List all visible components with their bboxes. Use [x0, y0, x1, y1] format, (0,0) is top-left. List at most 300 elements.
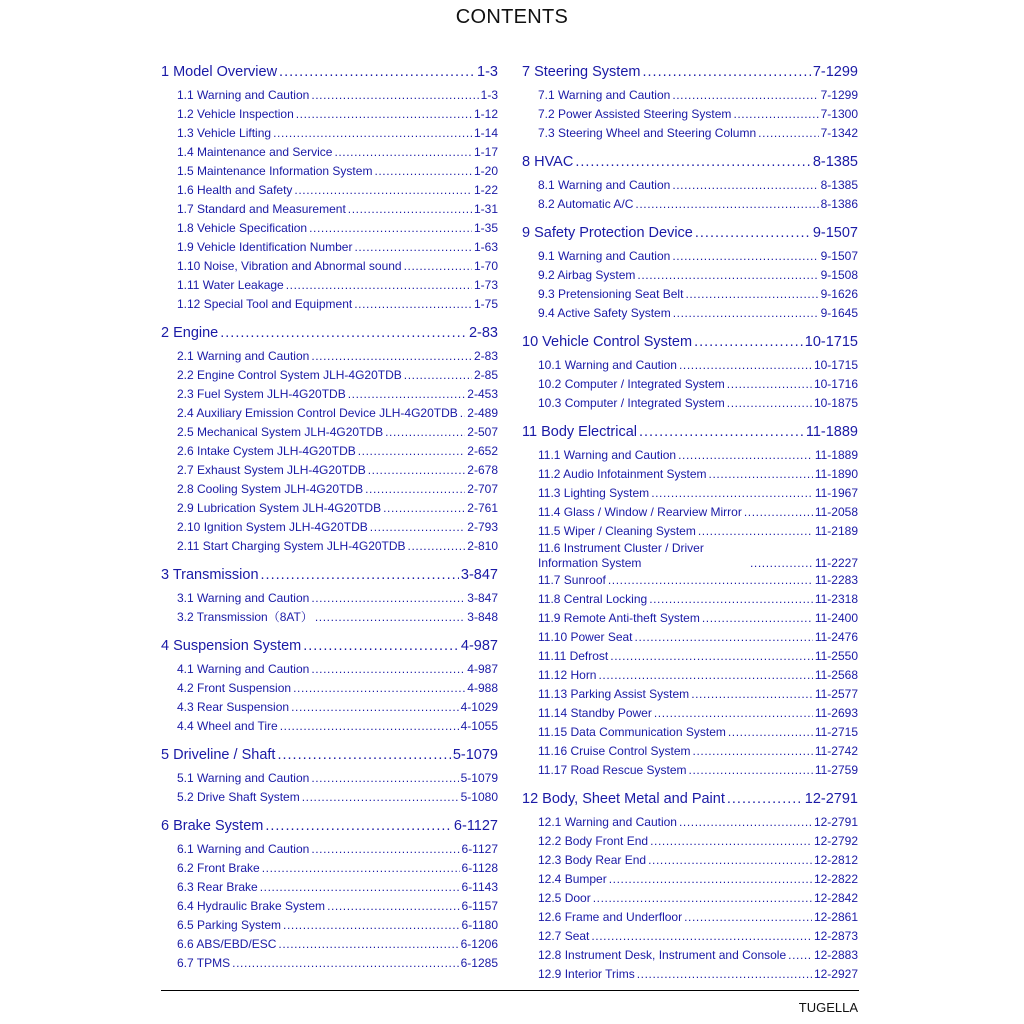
toc-section-page: 12-2791 [813, 815, 858, 829]
toc-section-label: 11.13 Parking Assist System [538, 687, 690, 701]
toc-chapter-label: 3 Transmission [161, 567, 259, 583]
toc-section-entry[interactable] [161, 385, 498, 404]
toc-section-entry[interactable] [522, 685, 858, 704]
toc-section-entry[interactable] [161, 589, 498, 608]
toc-section-label: 2.8 Cooling System JLH-4G20TDB [177, 482, 364, 496]
toc-section-entry[interactable] [522, 86, 858, 105]
toc-chapter-entry[interactable] [522, 62, 858, 82]
toc-section-page: 2-507 [467, 425, 498, 439]
toc-leader-dots [260, 878, 460, 897]
toc-leader-dots [684, 908, 812, 927]
toc-chapter-page: 11-1889 [805, 424, 858, 440]
toc-section-label: 12.9 Interior Trims [538, 967, 635, 981]
toc-section-page: 1-75 [473, 297, 498, 311]
toc-leader-dots [637, 266, 818, 285]
toc-leader-dots [693, 742, 813, 761]
toc-section-entry[interactable] [161, 105, 498, 124]
toc-section-entry[interactable] [522, 356, 858, 375]
toc-section-entry[interactable] [161, 200, 498, 219]
toc-leader-dots [673, 304, 819, 323]
footer-brand: TUGELLA [798, 1000, 858, 1015]
toc-chapter-label: 12 Body, Sheet Metal and Paint [522, 791, 725, 807]
toc-section-entry[interactable] [161, 442, 498, 461]
toc-section-page: 7-1299 [820, 88, 858, 102]
toc-section-label: 11.10 Power Seat [538, 630, 633, 644]
toc-section-label: 9.2 Airbag System [538, 268, 636, 282]
toc-leader-dots [348, 385, 466, 404]
toc-section-entry[interactable] [161, 608, 498, 627]
toc-section-entry[interactable] [161, 935, 498, 954]
toc-section-page: 5-1080 [460, 790, 498, 804]
toc-section-page: 6-1128 [461, 861, 498, 875]
toc-section-entry[interactable] [522, 723, 858, 742]
toc-leader-dots [311, 589, 465, 608]
toc-section-label: 6.5 Parking System [177, 918, 282, 932]
toc-section-label: 11.11 Defrost [538, 649, 609, 663]
toc-chapter-entry[interactable] [161, 745, 498, 765]
toc-section-entry[interactable] [161, 162, 498, 181]
toc-chapter-label: 2 Engine [161, 325, 219, 341]
toc-section-entry[interactable] [161, 698, 498, 717]
toc-chapter-label: 5 Driveline / Shaft [161, 747, 276, 763]
toc-section-label: 2.10 Ignition System JLH-4G20TDB [177, 520, 368, 534]
toc-section-label: 1.9 Vehicle Identification Number [177, 240, 353, 254]
toc-chapter-page: 12-2791 [804, 791, 858, 807]
toc-leader-dots [679, 813, 812, 832]
toc-section-page: 1-14 [473, 126, 498, 140]
toc-section-page: 7-1300 [820, 107, 858, 121]
toc-section-entry[interactable] [522, 813, 858, 832]
toc-section-page: 11-2715 [814, 725, 858, 739]
toc-leader-dots [283, 916, 459, 935]
toc-section-entry[interactable] [522, 503, 858, 522]
toc-section-page: 11-2550 [814, 649, 858, 663]
toc-section-entry[interactable] [522, 394, 858, 413]
toc-section-entry[interactable] [161, 717, 498, 736]
toc-section-page: 6-1157 [461, 899, 498, 913]
toc-chapter-page: 10-1715 [804, 334, 858, 350]
toc-section-page: 11-2693 [814, 706, 858, 720]
toc-section-entry[interactable] [522, 927, 858, 946]
toc-section-entry[interactable] [522, 541, 858, 571]
toc-chapter-entry[interactable] [161, 565, 498, 585]
toc-section-entry[interactable] [161, 423, 498, 442]
toc-chapter-page: 3-847 [460, 567, 498, 583]
toc-section-page: 11-2742 [814, 744, 858, 758]
toc-section-entry[interactable] [161, 769, 498, 788]
toc-section-entry[interactable] [161, 295, 498, 314]
toc-leader-dots [261, 565, 459, 585]
toc-section-label: 11.14 Standby Power [538, 706, 652, 720]
toc-section-entry[interactable] [522, 124, 858, 143]
toc-chapter-page: 9-1507 [812, 225, 858, 241]
toc-section-label: 3.2 Transmission（8AT） [177, 610, 313, 624]
toc-leader-dots [370, 518, 466, 537]
toc-leader-dots [311, 769, 458, 788]
toc-chapter-page: 8-1385 [812, 154, 858, 170]
toc-leader-dots [672, 247, 818, 266]
toc-leader-dots [678, 446, 813, 465]
toc-section-entry[interactable] [161, 480, 498, 499]
toc-section-entry[interactable] [522, 465, 858, 484]
toc-leader-dots [460, 404, 466, 423]
toc-chapter-label: 9 Safety Protection Device [522, 225, 693, 241]
toc-leader-dots [404, 257, 472, 276]
toc-section-entry[interactable] [161, 347, 498, 366]
toc-leader-dots [575, 152, 811, 172]
toc-section-label: 11.5 Wiper / Cleaning System [538, 524, 696, 538]
toc-section-page: 12-2883 [813, 948, 858, 962]
toc-section-entry[interactable] [161, 257, 498, 276]
toc-section-label: 10.2 Computer / Integrated System [538, 377, 725, 391]
toc-section-label: 7.2 Power Assisted Steering System [538, 107, 732, 121]
toc-chapter-entry[interactable] [522, 223, 858, 243]
toc-leader-dots [315, 608, 465, 627]
toc-leader-dots [727, 394, 812, 413]
toc-section-page: 11-2318 [814, 592, 858, 606]
toc-section-page: 10-1875 [813, 396, 858, 410]
toc-chapter-entry[interactable] [161, 816, 498, 836]
toc-section-label: 1.7 Standard and Measurement [177, 202, 346, 216]
toc-section-page: 11-2577 [814, 687, 858, 701]
toc-section [161, 62, 498, 314]
toc-leader-dots [727, 375, 812, 394]
toc-section-page: 6-1127 [461, 842, 498, 856]
toc-section-label: 6.6 ABS/EBD/ESC [177, 937, 277, 951]
toc-section-entry[interactable] [522, 195, 858, 214]
toc-section-page: 9-1626 [820, 287, 858, 301]
toc-leader-dots [694, 332, 803, 352]
toc-section-page: 2-707 [467, 482, 498, 496]
toc-section-entry[interactable] [161, 788, 498, 807]
toc-leader-dots [280, 717, 459, 736]
toc-section-page: 1-20 [473, 164, 498, 178]
toc-section [161, 556, 498, 627]
toc-section-page: 8-1385 [820, 178, 858, 192]
toc-section-page: 2-652 [467, 444, 498, 458]
toc-chapter-entry[interactable] [522, 152, 858, 172]
toc-section-entry[interactable] [522, 484, 858, 503]
toc-leader-dots [311, 86, 478, 105]
toc-section-label: 12.4 Bumper [538, 872, 607, 886]
toc-section-label: 4.4 Wheel and Tire [177, 719, 278, 733]
toc-section-page: 11-2189 [814, 524, 858, 538]
toc-leader-dots [262, 859, 460, 878]
toc-section-entry[interactable] [522, 761, 858, 780]
toc-chapter-page: 2-83 [468, 325, 498, 341]
toc-chapter-page: 1-3 [477, 64, 498, 80]
toc-section-label: 6.1 Warning and Caution [177, 842, 310, 856]
toc-leader-dots [691, 685, 813, 704]
toc-section-entry[interactable] [161, 518, 498, 537]
toc-section-entry[interactable] [522, 666, 858, 685]
toc-section-entry[interactable] [522, 851, 858, 870]
toc-section-page: 8-1386 [820, 197, 858, 211]
toc-leader-dots [354, 295, 472, 314]
toc-section-page: 1-17 [473, 145, 498, 159]
toc-section-label: 1.12 Special Tool and Equipment [177, 297, 353, 311]
toc-section-entry[interactable] [161, 461, 498, 480]
toc-section-entry[interactable] [522, 266, 858, 285]
toc-section-entry[interactable] [161, 954, 498, 973]
toc-section-entry[interactable] [161, 859, 498, 878]
toc-chapter-page: 6-1127 [453, 818, 498, 834]
toc-leader-dots [232, 954, 458, 973]
toc-chapter-label: 6 Brake System [161, 818, 264, 834]
toc-section-label: 1.11 Water Leakage [177, 278, 284, 292]
toc-section-page: 6-1206 [460, 937, 498, 951]
toc-chapter-label: 8 HVAC [522, 154, 574, 170]
toc-chapter-entry[interactable] [522, 332, 858, 352]
toc-section-label: 2.9 Lubrication System JLH-4G20TDB [177, 501, 382, 515]
toc-section-label: 6.7 TPMS [177, 956, 231, 970]
toc-section-page: 1-70 [473, 259, 498, 273]
toc-leader-dots [654, 704, 813, 723]
toc-section-entry[interactable] [522, 609, 858, 628]
toc-section [161, 314, 498, 556]
toc-leader-dots [385, 423, 465, 442]
toc-section-label: 12.8 Instrument Desk, Instrument and Console [538, 948, 787, 962]
toc-section-entry[interactable] [522, 571, 858, 590]
toc-leader-dots [327, 897, 459, 916]
toc-section-label: 11.8 Central Locking [538, 592, 648, 606]
toc-leader-dots [291, 698, 459, 717]
toc-section-page: 10-1715 [813, 358, 858, 372]
toc-section-page: 2-85 [473, 368, 498, 382]
toc-section-label: 6.3 Rear Brake [177, 880, 258, 894]
toc-section-entry[interactable] [161, 897, 498, 916]
toc-section-page: 1-31 [473, 202, 498, 216]
toc-section-entry[interactable] [522, 522, 858, 541]
toc-leader-dots [672, 86, 818, 105]
toc-chapter-label: 10 Vehicle Control System [522, 334, 693, 350]
toc-section-page: 9-1508 [820, 268, 858, 282]
toc-leader-dots [649, 590, 813, 609]
toc-chapter-page: 4-987 [460, 638, 498, 654]
toc-chapter-page: 7-1299 [812, 64, 858, 80]
toc-section-entry[interactable] [161, 679, 498, 698]
toc-section-entry[interactable] [522, 105, 858, 124]
toc-section-label: 4.2 Front Suspension [177, 681, 292, 695]
toc-section-entry[interactable] [522, 285, 858, 304]
toc-section-entry[interactable] [522, 590, 858, 609]
toc-section-entry[interactable] [522, 247, 858, 266]
toc-section-page: 11-1890 [814, 467, 858, 481]
toc-section-page: 12-2873 [813, 929, 858, 943]
toc-leader-dots [642, 62, 810, 82]
toc-section-page: 5-1079 [460, 771, 498, 785]
toc-section-entry[interactable] [522, 889, 858, 908]
toc-leader-dots [788, 946, 812, 965]
toc-section-entry[interactable] [522, 908, 858, 927]
toc-chapter-label: 1 Model Overview [161, 64, 278, 80]
toc-section-label: 1.6 Health and Safety [177, 183, 293, 197]
toc-section-entry[interactable] [161, 143, 498, 162]
toc-section-page: 4-987 [467, 662, 498, 676]
toc-section-label: 6.2 Front Brake [177, 861, 260, 875]
toc-section-label: 11.4 Glass / Window / Rearview Mirror [538, 505, 742, 519]
toc-section-label: 1.3 Vehicle Lifting [177, 126, 272, 140]
toc-section-page: 1-22 [473, 183, 498, 197]
toc-section-label: 11.2 Audio Infotainment System [538, 467, 707, 481]
toc-leader-dots [598, 666, 812, 685]
toc-section-entry[interactable] [522, 870, 858, 889]
toc-leader-dots [685, 285, 818, 304]
toc-section-label: 4.3 Rear Suspension [177, 700, 290, 714]
toc-section-page: 2-83 [473, 349, 498, 363]
toc-section-page: 1-3 [480, 88, 498, 102]
toc-section-label: 5.1 Warning and Caution [177, 771, 310, 785]
toc-section-page: 1-73 [473, 278, 498, 292]
toc-section-label: 11.1 Warning and Caution [538, 448, 677, 462]
toc-section-label: 1.2 Vehicle Inspection [177, 107, 294, 121]
toc-section [161, 736, 498, 807]
toc-section-label: 11.16 Cruise Control System [538, 744, 691, 758]
toc-section-label: 10.3 Computer / Integrated System [538, 396, 725, 410]
toc-section-label: 11.7 Sunroof [538, 573, 606, 587]
toc-column-left [161, 60, 498, 973]
toc-section-entry[interactable] [522, 304, 858, 323]
toc-section-page: 2-761 [467, 501, 498, 515]
toc-leader-dots [408, 537, 466, 556]
toc-section-page: 4-1055 [460, 719, 498, 733]
toc-leader-dots [635, 195, 818, 214]
toc-leader-dots [709, 465, 813, 484]
toc-section-label: 7.1 Warning and Caution [538, 88, 671, 102]
toc-section-entry[interactable] [161, 276, 498, 295]
toc-leader-dots [277, 745, 450, 765]
toc-leader-dots [404, 366, 472, 385]
toc-leader-dots [648, 851, 812, 870]
toc-section-entry[interactable] [161, 86, 498, 105]
toc-section-entry[interactable] [522, 742, 858, 761]
toc-section-entry[interactable] [161, 537, 498, 556]
toc-chapter-entry[interactable] [522, 422, 858, 442]
toc-section-label: 3.1 Warning and Caution [177, 591, 310, 605]
toc-section-entry[interactable] [522, 375, 858, 394]
toc-section-page: 9-1645 [820, 306, 858, 320]
toc-leader-dots [702, 609, 813, 628]
toc-section-label: 4.1 Warning and Caution [177, 662, 310, 676]
toc-section-label: 1.10 Noise, Vibration and Abnormal sound [177, 259, 402, 273]
toc-section-entry[interactable] [522, 704, 858, 723]
toc-section-label: 8.1 Warning and Caution [538, 178, 671, 192]
toc-section-label: 2.11 Start Charging System JLH-4G20TDB [177, 539, 406, 553]
toc-leader-dots [672, 176, 818, 195]
toc-section-page: 1-35 [473, 221, 498, 235]
toc-section-label: 2.6 Intake Cystem JLH-4G20TDB [177, 444, 356, 458]
toc-section-page: 9-1507 [820, 249, 858, 263]
toc-leader-dots [368, 461, 466, 480]
toc-leader-dots [679, 356, 812, 375]
toc-chapter-label: 11 Body Electrical [522, 424, 637, 440]
toc-section-page: 11-2568 [814, 668, 858, 682]
footer-divider [161, 990, 859, 991]
toc-leader-dots [311, 660, 465, 679]
toc-leader-dots [265, 816, 452, 836]
toc-section-label: 1.1 Warning and Caution [177, 88, 310, 102]
toc-section-label: 9.1 Warning and Caution [538, 249, 671, 263]
toc-section-entry[interactable] [161, 404, 498, 423]
toc-section-entry[interactable] [522, 946, 858, 965]
toc-section [522, 214, 858, 323]
page-title: CONTENTS [455, 6, 569, 28]
toc-chapter-entry[interactable] [161, 62, 498, 82]
toc-leader-dots [365, 480, 465, 499]
toc-section-entry[interactable] [161, 660, 498, 679]
toc-section [522, 413, 858, 780]
toc-section-page: 2-678 [467, 463, 498, 477]
toc-leader-dots [609, 870, 812, 889]
toc-section-entry[interactable] [161, 219, 498, 238]
toc-section-page: 1-12 [473, 107, 498, 121]
toc-leader-dots [358, 442, 466, 461]
toc-leader-dots [650, 832, 812, 851]
toc-chapter-entry[interactable] [161, 323, 498, 343]
toc-section-label: 10.1 Warning and Caution [538, 358, 677, 372]
toc-section-label: 11.9 Remote Anti-theft System [538, 611, 700, 625]
toc-section [161, 807, 498, 973]
toc-leader-dots [608, 571, 813, 590]
toc-section-entry[interactable] [522, 628, 858, 647]
toc-section-entry[interactable] [522, 446, 858, 465]
toc-leader-dots [698, 522, 813, 541]
toc-section-page: 12-2792 [813, 834, 858, 848]
toc-section-entry[interactable] [522, 832, 858, 851]
toc-section-page: 4-988 [467, 681, 498, 695]
toc-section-page: 2-793 [467, 520, 498, 534]
toc-section-entry[interactable] [522, 965, 858, 984]
toc-section-entry[interactable] [522, 647, 858, 666]
toc-chapter-entry[interactable] [161, 636, 498, 656]
toc-leader-dots [303, 636, 459, 656]
toc-leader-dots [348, 200, 472, 219]
toc-leader-dots [689, 761, 813, 780]
toc-leader-dots [750, 556, 813, 571]
toc-leader-dots [278, 935, 458, 954]
toc-section-label: 1.4 Maintenance and Service [177, 145, 333, 159]
toc-section-label: 9.4 Active Safety System [538, 306, 671, 320]
toc-section-entry[interactable] [161, 238, 498, 257]
toc-section-entry[interactable] [522, 176, 858, 195]
toc-leader-dots [591, 927, 812, 946]
toc-leader-dots [296, 105, 472, 124]
toc-section-entry[interactable] [161, 840, 498, 859]
toc-section-entry[interactable] [161, 916, 498, 935]
toc-section-entry[interactable] [161, 181, 498, 200]
toc-leader-dots [302, 788, 459, 807]
toc-section-entry[interactable] [161, 878, 498, 897]
toc-section [522, 143, 858, 214]
toc-section-label: 6.4 Hydraulic Brake System [177, 899, 326, 913]
toc-section-page: 12-2861 [813, 910, 858, 924]
toc-section-entry[interactable] [161, 366, 498, 385]
toc-leader-dots [744, 503, 813, 522]
toc-section-entry[interactable] [161, 124, 498, 143]
toc-section-label: 11.6 Instrument Cluster / Driver Information System [538, 541, 704, 570]
toc-chapter-entry[interactable] [522, 789, 858, 809]
toc-section-page: 12-2842 [813, 891, 858, 905]
toc-leader-dots [593, 889, 812, 908]
toc-section-label: 11.15 Data Communication System [538, 725, 726, 739]
toc-section-page: 7-1342 [820, 126, 858, 140]
toc-section-entry[interactable] [161, 499, 498, 518]
toc-leader-dots [293, 679, 465, 698]
toc-section-label: 11.12 Horn [538, 668, 597, 682]
toc-chapter-label: 4 Suspension System [161, 638, 302, 654]
toc-section-page: 12-2927 [813, 967, 858, 981]
toc-section-page: 12-2812 [813, 853, 858, 867]
